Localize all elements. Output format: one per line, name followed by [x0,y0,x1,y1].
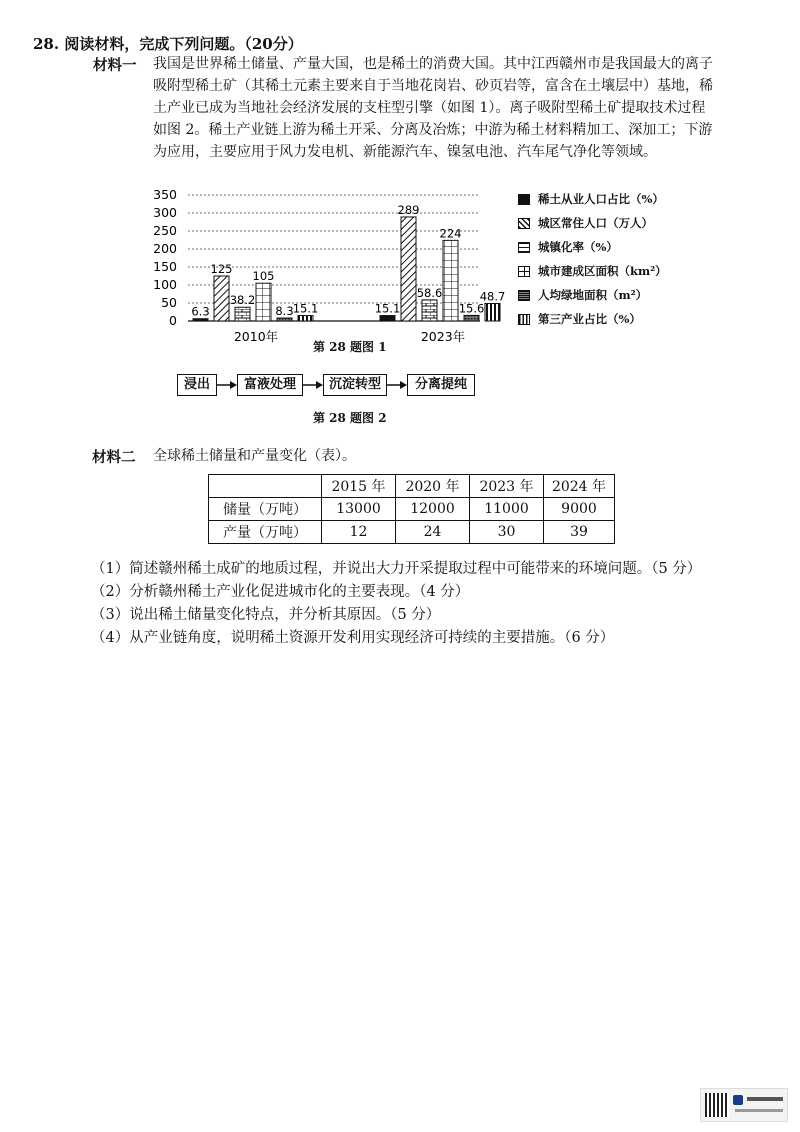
legend-label: 城镇化率（%） [538,240,618,254]
question-item: （4）从产业链角度，说明稀土资源开发利用实现经济可持续的主要措施。（6 分） [91,630,615,646]
y-axis-ticks [153,187,177,328]
value-label: 38.2 [229,293,256,308]
y-tick-label: 250 [153,223,177,238]
legend-label: 第三产业占比（%） [538,312,641,326]
watermark-subtext-mark [735,1109,783,1112]
table-cell: 13000 [322,498,396,521]
y-tick-label: 200 [153,241,177,256]
legend-item [518,239,618,255]
table-header-cell: 2015 年 [322,475,396,498]
table-header-cell: 2020 年 [396,475,470,498]
value-label: 15.6 [458,301,485,316]
flow-step-liquor: 富液处理 [237,374,303,396]
material1-line: 为应用，主要应用于风力发电机、新能源汽车、镍氢电池、汽车尾气净化等领域。 [153,144,657,160]
question-item: （3）说出稀土储量变化特点，并分析其原因。（5 分） [91,607,441,623]
legend-swatch-diagonal [518,218,530,229]
value-label: 15.1 [374,301,401,316]
table-header-cell [209,475,322,498]
material1-line: 我国是世界稀土储量、产量大国，也是稀土的消费大国。其中江西赣州市是我国最大的离子 [153,56,713,72]
question-item: （1）简述赣州稀土成矿的地质过程，并说出大力开采提取过程中可能带来的环境问题。（5 分） [91,561,702,577]
value-label: 6.3 [191,304,210,319]
legend-swatch-solid [518,194,530,205]
table-header-cell: 2023 年 [470,475,544,498]
value-label: 289 [397,202,420,217]
legend-item [518,311,641,327]
flow-step-precipitate: 沉淀转型 [323,374,387,396]
material1-line: 如图 2。稀土产业链上游为稀土开采、分离及冶炼；中游为稀土材料精加工、深加工；下游 [153,122,713,138]
legend-swatch-brick [518,242,530,253]
value-label: 125 [210,262,233,276]
y-tick-label: 150 [153,259,177,274]
legend-label: 人均绿地面积（m²） [538,288,648,302]
bar [277,318,292,321]
bar [298,316,313,321]
legend-swatch-vertical [518,314,530,325]
table-cell: 39 [544,521,615,544]
arrow-right-icon [217,379,237,391]
y-tick-label: 300 [153,205,177,220]
legend-label: 城区常住人口（万人） [538,216,653,230]
value-label: 8.3 [275,304,294,319]
legend-item [518,191,664,207]
material1-label: 材料一 [93,57,137,74]
table-cell: 12000 [396,498,470,521]
y-tick-label: 350 [153,187,177,202]
legend-label: 稀土从业人口占比（%） [538,192,664,206]
arrow-right-icon [387,379,407,391]
legend-item [518,215,653,231]
legend-swatch-grid [518,266,530,277]
bar [464,315,479,321]
y-tick-label: 100 [153,277,177,292]
flow-step-separate: 分离提纯 [407,374,475,396]
bar [214,276,229,321]
bar [443,240,458,321]
table-row [209,498,615,521]
table-cell: 储量（万吨） [209,498,322,521]
material1-text [153,53,713,163]
value-label: 105 [252,269,275,284]
table-cell: 12 [322,521,396,544]
table-row [209,521,615,544]
table-cell: 产量（万吨） [209,521,322,544]
bar [401,217,416,321]
value-label: 48.7 [479,289,506,304]
x-category-label: 2010年 [233,329,279,344]
y-tick-label: 0 [169,313,177,328]
flow-step-leach: 浸出 [177,374,217,396]
legend-label: 城市建成区面积（km²） [538,264,667,278]
reserves-table [208,474,615,544]
material2-text: 全球稀土储量和产量变化（表）。 [153,448,356,464]
table-header-row [209,475,615,498]
bar [380,316,395,321]
question-item: （2）分析赣州稀土产业化促进城市化的主要表现。（4 分） [91,584,470,600]
table-cell: 24 [396,521,470,544]
material1-line: 吸附型稀土矿（其稀土元素主要来自于当地花岗岩、砂页岩等，富含在土壤层中）基地，稀 [153,78,713,94]
legend-swatch-dense [518,290,530,301]
arrow-right-icon [303,379,323,391]
question-title: 28. 阅读材料，完成下列问题。（20分） [33,35,303,53]
value-label: 224 [439,226,462,241]
material1-line: 土产业已成为当地社会经济发展的支柱型引擎（如图 1）。离子吸附型稀土矿提取技术过程 [153,100,706,116]
figure2-caption: 第 28 题图 2 [313,411,387,425]
figure1-caption: 第 28 题图 1 [313,340,387,354]
bar [422,300,437,321]
scanner-watermark-logo [700,1088,788,1122]
value-label: 58.6 [416,285,443,300]
bar [256,283,271,321]
qr-code-icon [705,1093,729,1117]
watermark-text-mark [747,1097,783,1101]
cs-badge-icon [733,1095,743,1105]
table-header-cell: 2024 年 [544,475,615,498]
legend-item [518,287,647,303]
table-cell: 30 [470,521,544,544]
value-label: 15.1 [292,301,319,316]
table-cell: 11000 [470,498,544,521]
bar [193,319,208,321]
table-cell: 9000 [544,498,615,521]
legend-item [518,263,667,279]
y-tick-label: 50 [161,295,177,310]
x-category-label: 2023年 [420,329,466,344]
material2-label: 材料二 [92,449,136,466]
bar-chart [150,183,506,344]
bar [235,307,250,321]
bar [485,303,500,321]
